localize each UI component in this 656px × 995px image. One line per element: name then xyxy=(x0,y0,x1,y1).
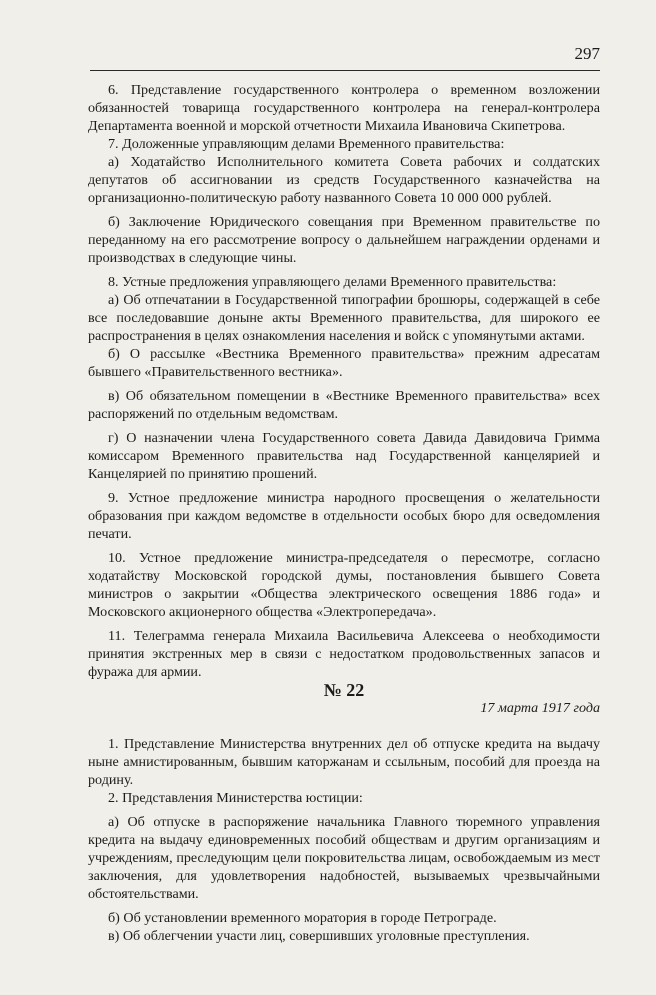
paragraph: 6. Представление государственного контролера о временном возложении обязанностей товарища государственного контролера на генерал-контролера Департамента военной и морской отчетности Михаила Ивановича Скипетрова. xyxy=(88,82,600,134)
paragraph: 7. Доложенные управляющим делами Временного правительства: xyxy=(108,136,505,152)
page-body xyxy=(88,81,600,945)
paragraph: б) О рассылке «Вестника Временного правительства» прежним адресатам бывшего «Правительственного вестника». xyxy=(88,346,600,380)
header-rule xyxy=(90,70,600,71)
paragraph: 8. Устные предложения управляющего делами Временного правительства: xyxy=(108,274,557,290)
paragraph: б) Об установлении временного моратория в городе Петрограде. xyxy=(108,910,497,926)
paragraph: 11. Телеграмма генерала Михаила Васильевича Алексеева о необходимости принятия экстренных мер в связи с недостатком продовольственных запасов и фуража для армии. xyxy=(88,628,600,680)
paragraph: б) Заключение Юридического совещания при Временном правительстве по переданному на его рассмотрение вопросу о дальнейшем награждении орденами и производствах в следующие чины. xyxy=(88,214,600,266)
document-date: 17 марта 1917 года xyxy=(480,700,600,716)
paragraph: а) Ходатайство Исполнительного комитета Совета рабочих и солдатских депутатов об ассигновании из средств Государственного казначейства на организационно-политическую работу названного Совета 10 000 000 рублей. xyxy=(88,154,600,206)
paragraph: а) Об отпечатании в Государственной типографии брошюры, содержащей в себе все последовавшие доныне акты Временного правительства, для широкого ее распространения в целях ознакомления населения и войск с упомянутыми актами. xyxy=(88,292,600,344)
paragraph: в) Об облегчении участи лиц, совершивших уголовные преступления. xyxy=(108,928,530,944)
paragraph: в) Об обязательном помещении в «Вестнике Временного правительства» всех распоряжений по отдельным ведомствам. xyxy=(88,388,600,422)
paragraph: 2. Представления Министерства юстиции: xyxy=(108,790,363,806)
paragraph: а) Об отпуске в распоряжение начальника Главного тюремного управления кредита на выдачу единовременных пособий обществам и другим организациям и учреждениям, преследующим цели покровительства лицам, освобождаемым из мест заключения, для удовлетворения надобностей, вызываемых чрезвычайными обстоятельствами. xyxy=(88,814,600,902)
paragraph: г) О назначении члена Государственного совета Давида Давидовича Гримма комиссаром Временного правительства над Государственной канцелярией и Канцелярией по принятию прошений. xyxy=(88,430,600,482)
page-number: 297 xyxy=(574,44,600,63)
document-number: № 22 xyxy=(323,680,365,700)
paragraph: 9. Устное предложение министра народного просвещения о желательности образования при каждом ведомстве в отдельности особых бюро для осведомления печати. xyxy=(88,490,600,542)
paragraph: 10. Устное предложение министра-председателя о пересмотре, согласно ходатайству Московской городской думы, постановления бывшего Совета министров о закрытии «Общества электрического освещения 1886 года» и Московского акционерного общества «Электропередача». xyxy=(88,550,600,620)
paragraph: 1. Представление Министерства внутренних дел об отпуске кредита на выдачу ныне амнистированным, бывшим каторжанам и ссыльным, пособий для проезда на родину. xyxy=(88,736,600,788)
